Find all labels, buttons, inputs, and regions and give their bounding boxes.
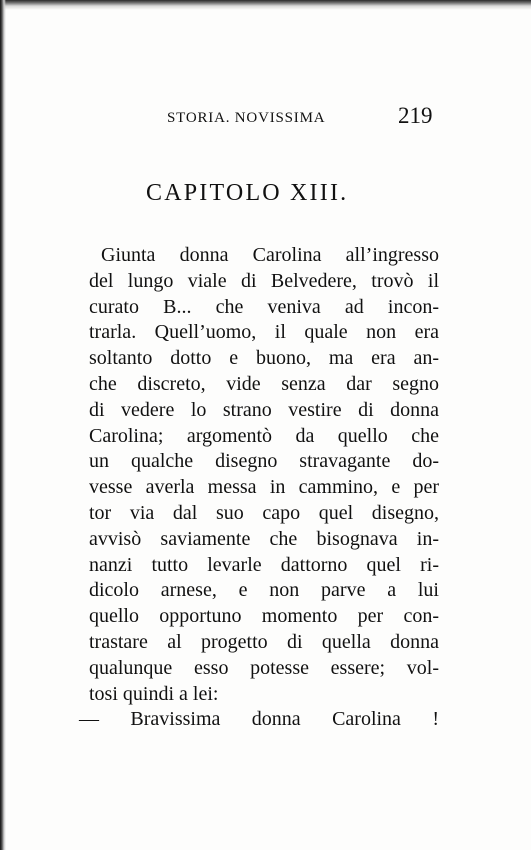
text-line: Giunta donna Carolina all’ingresso	[101, 244, 439, 266]
text-line: quello opportuno momento per con-	[89, 605, 439, 628]
body-text	[79, 243, 439, 733]
text-line: qualunque esso potesse essere; vol-	[89, 656, 439, 679]
page-top-edge	[0, 0, 531, 10]
dialogue-line: — Bravissima donna Carolina !	[79, 708, 439, 731]
text-line: trastare al progetto di quella donna	[89, 630, 439, 653]
running-head: STORIA. NOVISSIMA	[167, 110, 326, 126]
text-line: che discreto, vide senza dar segno	[89, 372, 439, 395]
text-line: soltanto dotto e buono, ma era an-	[89, 347, 439, 370]
text-line: un qualche disegno stravagante do-	[89, 450, 439, 473]
page-number: 219	[398, 103, 433, 128]
text-line: vesse averla messa in cammino, e per	[89, 476, 439, 499]
text-line: del lungo viale di Belvedere, trovò il	[89, 269, 439, 292]
chapter-title: CAPITOLO XIII.	[146, 180, 349, 206]
text-line: tosi quindi a lei:	[89, 682, 219, 705]
text-line: nanzi tutto levarle dattorno quel ri-	[89, 553, 439, 576]
text-line: dicolo arnese, e non parve a lui	[89, 579, 439, 602]
text-line: avvisò saviamente che bisognava in-	[89, 527, 439, 550]
text-line: di vedere lo strano vestire di donna	[89, 398, 439, 421]
text-line: trarla. Quell’uomo, il quale non era	[89, 321, 439, 344]
page-left-edge	[0, 0, 6, 850]
text-line: curato B... che veniva ad incon-	[89, 295, 439, 318]
text-line: Carolina; argomentò da quello che	[89, 424, 439, 447]
text-line: tor via dal suo capo quel disegno,	[89, 501, 439, 524]
